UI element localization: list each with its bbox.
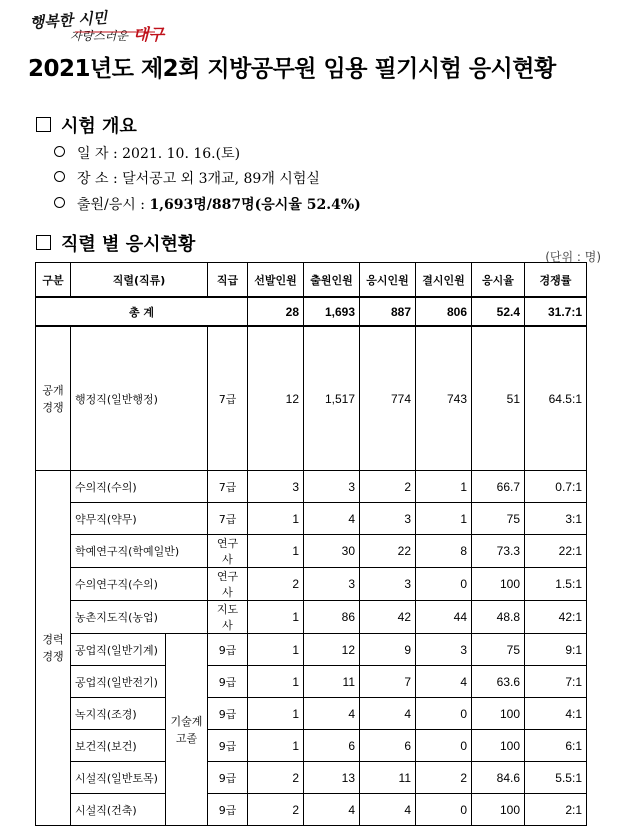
unit-label: (단위 : 명): [545, 250, 601, 264]
row-apply: 4: [304, 698, 360, 730]
row-absent: 3: [416, 634, 472, 666]
total-select: 28: [248, 297, 304, 326]
row-apply: 6: [304, 730, 360, 762]
total-apply: 1,693: [304, 297, 360, 326]
row-attend: 3: [360, 503, 416, 535]
table-row: [36, 326, 587, 471]
row-comp: 5.5:1: [525, 762, 587, 794]
row-apply: 1,517: [304, 326, 360, 471]
table-row: [36, 634, 587, 666]
row-attend: 2: [360, 471, 416, 503]
row-apply: 4: [304, 503, 360, 535]
row-absent: 743: [416, 326, 472, 471]
row-apply: 86: [304, 601, 360, 634]
bullet-circle-icon: [54, 146, 65, 157]
row-rate: 73.3: [472, 535, 525, 568]
table-row: [36, 471, 587, 503]
table-row: [36, 666, 587, 698]
row-apply: 11: [304, 666, 360, 698]
table-header-row: [36, 263, 587, 298]
row-attend: 3: [360, 568, 416, 601]
overview-place: 장 소 : 달서공고 외 3개교, 89개 시험실: [54, 168, 320, 188]
checkbox-square-icon: [36, 235, 51, 250]
row-select: 2: [248, 762, 304, 794]
row-grade: 9급: [208, 666, 248, 698]
header-select: 선발인원: [248, 263, 304, 298]
section-overview-heading: 시험 개요: [36, 112, 137, 138]
bullet-circle-icon: [54, 197, 65, 208]
row-grade: 7급: [208, 326, 248, 471]
row-name: 수의연구직(수의): [71, 568, 208, 601]
bullet-circle-icon: [54, 171, 65, 182]
row-apply: 4: [304, 794, 360, 826]
row-select: 2: [248, 568, 304, 601]
row-grade: 7급: [208, 503, 248, 535]
row-select: 1: [248, 666, 304, 698]
group-career-label: 경력 경쟁: [36, 471, 71, 826]
header-category: 구분: [36, 263, 71, 298]
row-rate: 84.6: [472, 762, 525, 794]
row-select: 1: [248, 601, 304, 634]
row-grade: 9급: [208, 698, 248, 730]
svg-text:자랑스러운: 자랑스러운: [70, 29, 128, 43]
row-select: 1: [248, 730, 304, 762]
total-competition: 31.7:1: [525, 297, 587, 326]
row-name: 시설직(건축): [71, 794, 166, 826]
row-select: 1: [248, 503, 304, 535]
row-apply: 30: [304, 535, 360, 568]
row-select: 3: [248, 471, 304, 503]
row-name: 행정직(일반행정): [71, 326, 208, 471]
row-comp: 9:1: [525, 634, 587, 666]
row-rate: 75: [472, 503, 525, 535]
row-comp: 7:1: [525, 666, 587, 698]
row-attend: 9: [360, 634, 416, 666]
row-comp: 4:1: [525, 698, 587, 730]
row-select: 1: [248, 698, 304, 730]
row-comp: 42:1: [525, 601, 587, 634]
header-series: 직렬(직류): [71, 263, 208, 298]
row-comp: 6:1: [525, 730, 587, 762]
row-select: 12: [248, 326, 304, 471]
total-row: [36, 297, 587, 326]
row-absent: 0: [416, 698, 472, 730]
row-apply: 3: [304, 471, 360, 503]
row-select: 2: [248, 794, 304, 826]
row-attend: 22: [360, 535, 416, 568]
section-status-heading: 직렬 별 응시현황: [36, 230, 195, 256]
svg-text:대구: 대구: [133, 25, 164, 44]
table-row: [36, 762, 587, 794]
row-name: 보건직(보건): [71, 730, 166, 762]
header-rate: 응시율: [472, 263, 525, 298]
row-absent: 2: [416, 762, 472, 794]
row-name: 시설직(일반토목): [71, 762, 166, 794]
header-absent: 결시인원: [416, 263, 472, 298]
header-attend: 응시인원: [360, 263, 416, 298]
header-competition: 경쟁률: [525, 263, 587, 298]
row-rate: 63.6: [472, 666, 525, 698]
row-comp: 64.5:1: [525, 326, 587, 471]
row-name: 농촌지도직(농업): [71, 601, 208, 634]
row-rate: 100: [472, 794, 525, 826]
row-grade: 9급: [208, 634, 248, 666]
table-row: [36, 698, 587, 730]
row-attend: 4: [360, 698, 416, 730]
overview-applicants: 출원/응시 : 1,693명/887명(응시율 52.4%): [54, 194, 361, 214]
row-attend: 42: [360, 601, 416, 634]
table-row: [36, 601, 587, 634]
row-grade: 9급: [208, 762, 248, 794]
row-name: 수의직(수의): [71, 471, 208, 503]
total-attend: 887: [360, 297, 416, 326]
total-absent: 806: [416, 297, 472, 326]
daegu-logo: [29, 8, 164, 44]
row-absent: 0: [416, 568, 472, 601]
row-absent: 0: [416, 730, 472, 762]
row-attend: 6: [360, 730, 416, 762]
row-attend: 7: [360, 666, 416, 698]
page-title: 2021년도 제2회 지방공무원 임용 필기시험 응시현황: [28, 56, 556, 82]
row-comp: 22:1: [525, 535, 587, 568]
row-attend: 11: [360, 762, 416, 794]
row-rate: 51: [472, 326, 525, 471]
row-grade: 지도사: [208, 601, 248, 634]
row-grade: 연구사: [208, 568, 248, 601]
row-absent: 44: [416, 601, 472, 634]
row-absent: 4: [416, 666, 472, 698]
total-label: 총 계: [36, 297, 248, 326]
row-select: 1: [248, 634, 304, 666]
group-open-label: 공개 경쟁: [36, 326, 71, 471]
row-rate: 48.8: [472, 601, 525, 634]
table-row: [36, 535, 587, 568]
row-name: 공업직(일반기계): [71, 634, 166, 666]
row-name: 약무직(약무): [71, 503, 208, 535]
row-apply: 12: [304, 634, 360, 666]
row-grade: 7급: [208, 471, 248, 503]
row-apply: 3: [304, 568, 360, 601]
row-absent: 8: [416, 535, 472, 568]
row-comp: 3:1: [525, 503, 587, 535]
row-comp: 1.5:1: [525, 568, 587, 601]
checkbox-square-icon: [36, 117, 51, 132]
row-rate: 100: [472, 698, 525, 730]
table-row: [36, 730, 587, 762]
total-rate: 52.4: [472, 297, 525, 326]
row-rate: 100: [472, 568, 525, 601]
row-absent: 1: [416, 503, 472, 535]
overview-date: 일 자 : 2021. 10. 16.(토): [54, 143, 240, 163]
table-row: [36, 568, 587, 601]
svg-text:행복한 시민: 행복한 시민: [29, 8, 108, 32]
row-attend: 4: [360, 794, 416, 826]
row-name: 학예연구직(학예일반): [71, 535, 208, 568]
row-select: 1: [248, 535, 304, 568]
row-attend: 774: [360, 326, 416, 471]
row-name: 녹지직(조경): [71, 698, 166, 730]
subgroup-label: 기술계 고졸: [166, 634, 208, 826]
row-absent: 1: [416, 471, 472, 503]
row-comp: 0.7:1: [525, 471, 587, 503]
row-grade: 연구사: [208, 535, 248, 568]
row-absent: 0: [416, 794, 472, 826]
row-rate: 100: [472, 730, 525, 762]
row-rate: 75: [472, 634, 525, 666]
header-apply: 출원인원: [304, 263, 360, 298]
row-apply: 13: [304, 762, 360, 794]
row-name: 공업직(일반전기): [71, 666, 166, 698]
table-row: [36, 503, 587, 535]
status-table: [35, 262, 587, 826]
header-grade: 직급: [208, 263, 248, 298]
row-comp: 2:1: [525, 794, 587, 826]
table-row: [36, 794, 587, 826]
row-rate: 66.7: [472, 471, 525, 503]
row-grade: 9급: [208, 730, 248, 762]
row-grade: 9급: [208, 794, 248, 826]
